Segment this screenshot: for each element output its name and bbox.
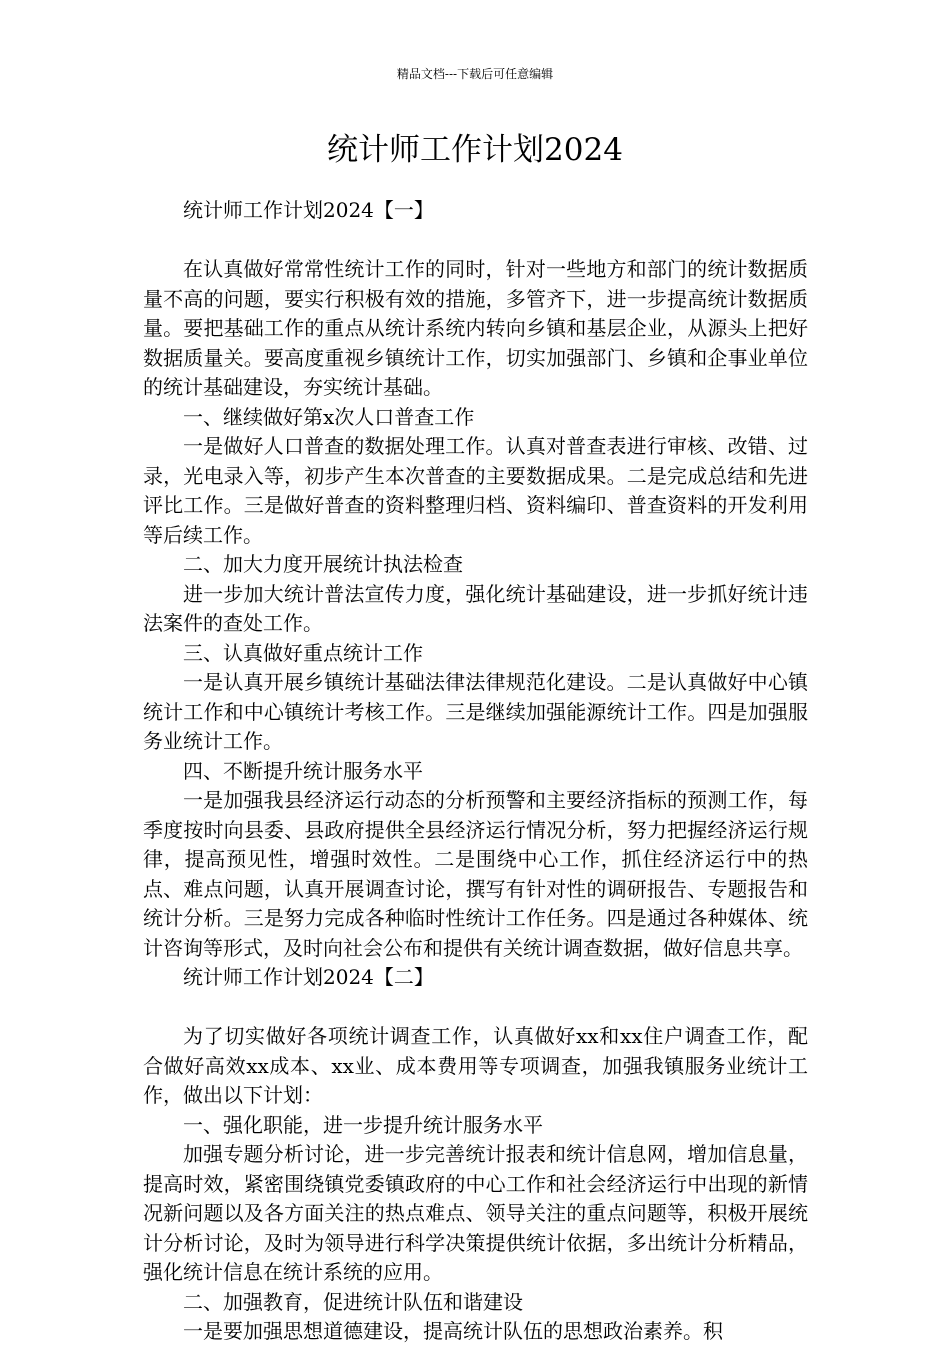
paragraph: 一是认真开展乡镇统计基础法律法律规范化建设。二是认真做好中心镇统计工作和中心镇统计考核工作。三是继续加强能源统计工作。四是加强服务业统计工作。 [143,670,808,753]
header-note: 精品文档---下载后可任意编辑 [396,67,554,81]
paragraph: 为了切实做好各项统计调查工作，认真做好xx和xx住户调查工作，配合做好高效xx成本、xx业、成本费用等专项调查，加强我镇服务业统计工作，做出以下计划： [143,1024,808,1107]
paragraph: 一是加强我县经济运行动态的分析预警和主要经济指标的预测工作，每季度按时向县委、县政府提供全县经济运行情况分析，努力把握经济运行规律，提高预见性，增强时效性。二是围绕中心工作，抓住经济运行中的热点、难点问题，认真开展调查讨论，撰写有针对性的调研报告、专题报告和统计分析。三是努力完成各种临时性统计工作任务。四是通过各种媒体、统计咨询等形式，及时向社会公布和提供有关统计调查数据，做好信息共享。 [143,788,808,960]
section-heading: 统计师工作计划2024【一】 [183,198,434,222]
paragraph: 一是要加强思想道德建设，提高统计队伍的思想政治素养。积 [183,1319,723,1343]
subheading: 一、强化职能，进一步提升统计服务水平 [183,1112,543,1137]
subheading: 二、加大力度开展统计执法检查 [183,552,463,576]
paragraph: 在认真做好常常性统计工作的同时，针对一些地方和部门的统计数据质量不高的问题，要实行积极有效的措施，多管齐下，进一步提高统计数据质量。要把基础工作的重点从统计系统内转向乡镇和基层企业，从源头上把好数据质量关。要高度重视乡镇统计工作，切实加强部门、乡镇和企事业单位的统计基础建设，夯实统计基础。 [143,257,808,399]
paragraph: 加强专题分析讨论，进一步完善统计报表和统计信息网，增加信息量，提高时效，紧密围绕镇党委镇政府的中心工作和社会经济运行中出现的新情况新问题以及各方面关注的热点难点、领导关注的重点问题等，积极开展统计分析讨论，及时为领导进行科学决策提供统计依据，多出统计分析精品，强化统计信息在统计系统的应用。 [143,1142,808,1284]
subheading: 一、继续做好第x次人口普查工作 [183,404,475,429]
subheading: 四、不断提升统计服务水平 [183,758,423,783]
section-heading: 统计师工作计划2024【二】 [183,965,434,989]
paragraph: 进一步加大统计普法宣传力度，强化统计基础建设，进一步抓好统计违法案件的查处工作。 [143,581,808,635]
document-title: 统计师工作计划2024 [327,132,623,168]
document-body [143,196,808,1347]
paragraph: 一是做好人口普查的数据处理工作。认真对普查表进行审核、改错、过录，光电录入等，初步产生本次普查的主要数据成果。二是完成总结和先进评比工作。三是做好普查的资料整理归档、资料编印、普查资料的开发利用等后续工作。 [143,434,808,547]
subheading: 三、认真做好重点统计工作 [183,640,423,665]
subheading: 二、加强教育，促进统计队伍和谐建设 [183,1289,523,1314]
